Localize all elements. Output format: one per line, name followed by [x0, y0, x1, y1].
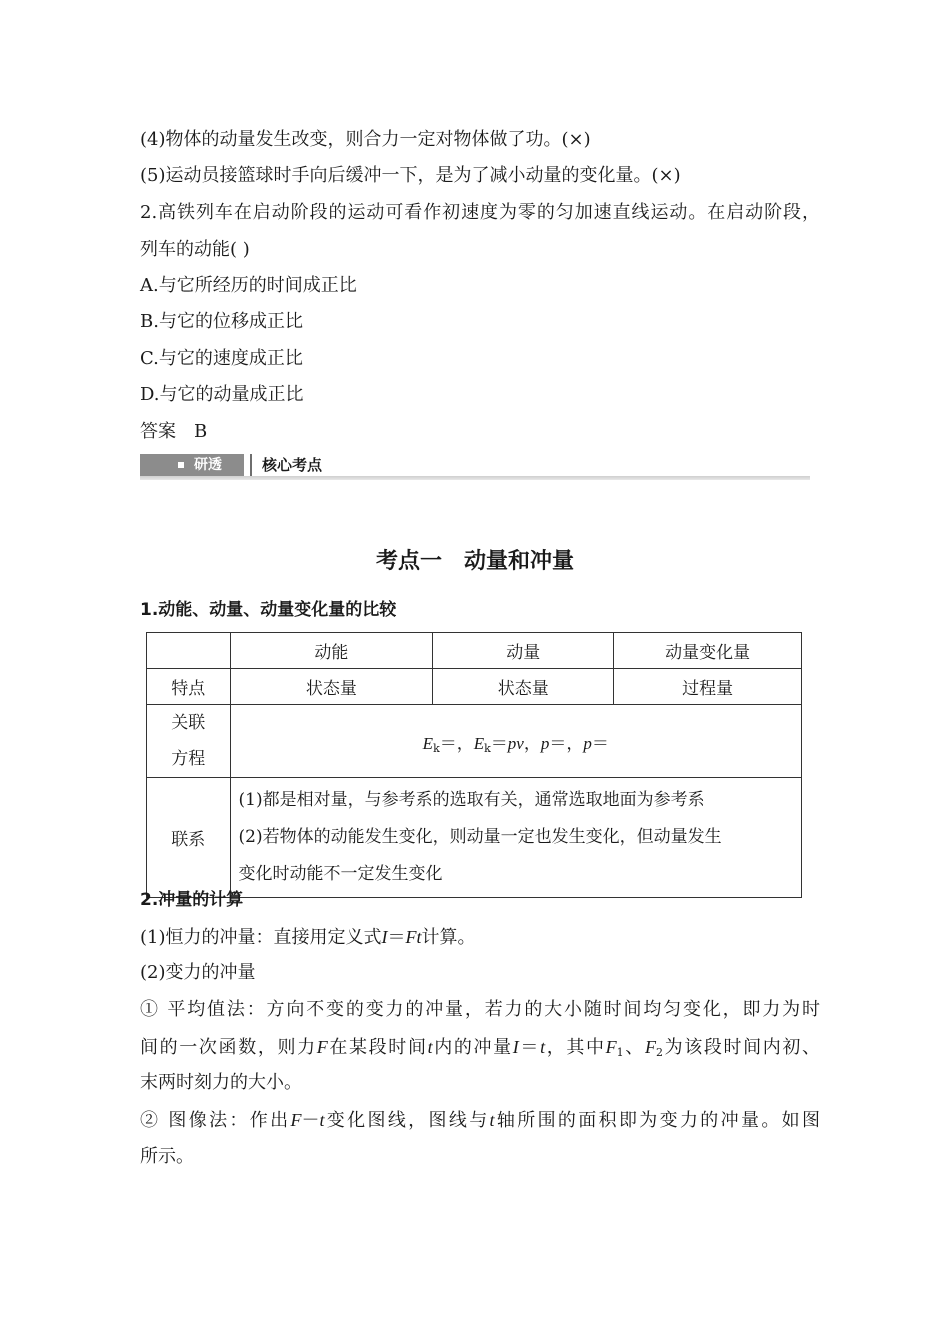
p3-t-2: t	[540, 1037, 546, 1057]
table-header-row	[147, 633, 802, 669]
eq-k-subscript: k	[433, 741, 440, 755]
cell-relation	[230, 778, 801, 898]
cell-change-feature: 过程量	[614, 669, 802, 705]
paragraph-graph-2: 所示。	[140, 1146, 194, 1167]
p3-b3: 内的冲量	[432, 1037, 513, 1058]
p3-sub-1: 1	[616, 1046, 624, 1059]
eq-part-3: ＝，	[549, 733, 584, 754]
row-label-feature: 特点	[147, 669, 231, 705]
p4-a: ② 图像法：作出	[140, 1110, 291, 1131]
row-label-equations	[147, 705, 231, 778]
comparison-table	[146, 632, 802, 898]
statement-4: (4)物体的动量发生改变，则合力一定对物体做了功。(×)	[140, 129, 591, 150]
paragraph-constant-force	[140, 925, 476, 950]
paragraph-average-2	[140, 1035, 820, 1060]
eq-pv: pv	[507, 733, 524, 753]
header-momentum: 动量	[433, 633, 614, 669]
banner-right-label: 核心考点	[262, 456, 323, 474]
question-2-line1: 2.高铁列车在启动阶段的运动可看作初速度为零的匀加速直线运动。在启动阶段，	[140, 202, 820, 223]
option-b: B.与它的位移成正比	[140, 311, 303, 332]
p1-Ft: Ft	[405, 927, 422, 947]
p4-c: 轴所围的面积即为变力的冲量。如图	[494, 1110, 821, 1131]
cell-kinetic-feature: 状态量	[230, 669, 433, 705]
p1-eq: ＝	[387, 927, 406, 948]
p3-F1: F	[605, 1037, 617, 1057]
p3-F2: F	[644, 1037, 656, 1057]
paragraph-average-1: ① 平均值法：方向不变的变力的冲量，若力的大小随时间均匀变化，即力为时	[140, 999, 820, 1020]
subsection-1-title: 1.动能、动量、动量变化量的比较	[140, 600, 397, 620]
p1-text-a: (1)恒力的冲量：直接用定义式	[140, 927, 382, 948]
p3-b4: ＝	[518, 1037, 541, 1058]
subsection-2-title: 2.冲量的计算	[140, 890, 244, 910]
eq-comma: ，	[523, 733, 541, 754]
option-c: C.与它的速度成正比	[140, 348, 303, 369]
banner-left-label: 研透	[194, 457, 222, 473]
option-a: A.与它所经历的时间成正比	[140, 275, 357, 296]
answer: 答案 B	[140, 421, 208, 442]
banner-underline	[140, 476, 810, 480]
eq-part-2: ＝	[490, 733, 508, 754]
p4-t: t	[319, 1110, 325, 1130]
p3-F: F	[316, 1037, 328, 1057]
bullet-square-icon	[178, 462, 184, 468]
header-momentum-change: 动量变化量	[614, 633, 802, 669]
paragraph-variable-force: (2)变力的冲量	[140, 962, 256, 983]
p1-text-b: 计算。	[421, 927, 476, 948]
p4-F: F	[290, 1110, 302, 1130]
eq-p-1: p	[540, 733, 550, 753]
p3-b7: 为该段时间内初、	[662, 1037, 821, 1058]
eq-p-2: p	[583, 733, 592, 753]
header-empty	[147, 633, 231, 669]
p3-t: t	[427, 1037, 433, 1057]
relation-line-2: (2)若物体的动能发生变化，则动量一定也发生变化，但动量发生	[238, 827, 722, 847]
cell-equations	[230, 705, 801, 778]
banner-right	[250, 454, 812, 476]
eq-E-symbol-2: E	[473, 733, 485, 753]
p4-dash: －	[301, 1110, 320, 1131]
table-row-relation	[147, 778, 802, 898]
paragraph-average-3: 末两时刻力的大小。	[140, 1072, 302, 1093]
eq-k-subscript-2: k	[484, 741, 491, 755]
p3-b2: 在某段时间	[327, 1037, 428, 1058]
eq-part-1: ＝，	[439, 733, 474, 754]
section-heading: 考点一 动量和冲量	[375, 549, 574, 574]
p4-t2: t	[489, 1110, 495, 1130]
row-label-relation: 联系	[147, 778, 231, 898]
banner-left	[140, 454, 244, 476]
section-banner	[140, 452, 810, 480]
row-label-equations-1: 关联	[171, 713, 206, 733]
p3-b6: 、	[623, 1037, 645, 1058]
p4-b: 变化图线，图线与	[324, 1110, 490, 1131]
cell-momentum-feature: 状态量	[433, 669, 614, 705]
p3-I: I	[512, 1037, 519, 1057]
relation-line-1: (1)都是相对量，与参考系的选取有关，通常选取地面为参考系	[238, 790, 705, 810]
statement-5: (5)运动员接篮球时手向后缓冲一下，是为了减小动量的变化量。(×)	[140, 165, 681, 186]
row-label-equations-2: 方程	[171, 749, 206, 769]
header-kinetic-energy: 动能	[230, 633, 433, 669]
eq-E-symbol: E	[422, 733, 434, 753]
option-d: D.与它的动量成正比	[140, 384, 304, 405]
eq-part-4: ＝	[591, 733, 609, 754]
relation-line-3: 变化时动能不一定发生变化	[238, 864, 443, 884]
p3-b1: 间的一次函数，则力	[140, 1037, 317, 1058]
p3-sub-2: 2	[655, 1046, 663, 1059]
paragraph-graph-1	[140, 1108, 820, 1133]
table-row-feature	[147, 669, 802, 705]
question-2-line2: 列车的动能( )	[140, 239, 250, 260]
p1-I: I	[381, 927, 388, 947]
p3-b5: ，其中	[545, 1037, 606, 1058]
table-row-equations	[147, 705, 802, 778]
